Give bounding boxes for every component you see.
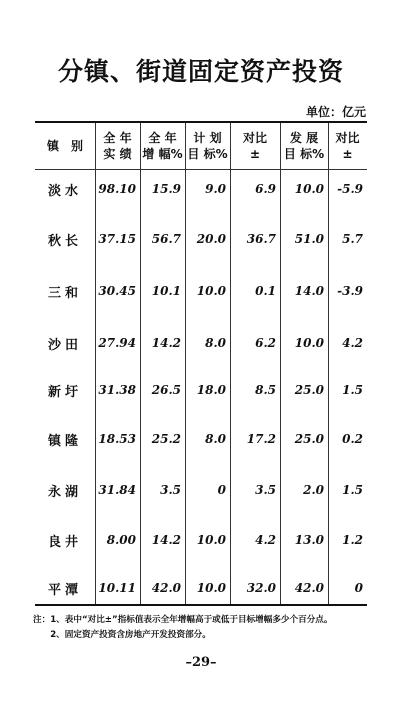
table-cell: 14.2 xyxy=(151,533,181,547)
column-header-line1: 全 年 xyxy=(148,131,177,145)
column-header xyxy=(185,123,230,169)
column-header-line2: ± xyxy=(249,147,261,161)
table-cell: 0.1 xyxy=(255,284,276,298)
column-header xyxy=(328,123,367,169)
table-cell: 4.2 xyxy=(342,336,363,350)
table-cell: 25.2 xyxy=(151,432,181,446)
investment-table xyxy=(35,121,367,606)
unit-label: 单位：亿元 xyxy=(305,105,366,119)
column-header xyxy=(140,123,185,169)
table-cell: 9.0 xyxy=(205,182,226,196)
column-header-line1: 对比 xyxy=(242,131,267,145)
table-cell: 31.84 xyxy=(98,483,136,497)
table-cell: 10.0 xyxy=(196,581,226,595)
column-header-line2: 目 标% xyxy=(283,147,325,161)
column-header-line2: ± xyxy=(342,147,353,161)
town-name: 三和 xyxy=(47,285,82,301)
column-header xyxy=(230,123,280,169)
page-number: –29– xyxy=(185,655,217,670)
column-header-line2: 增 幅% xyxy=(142,147,183,161)
table-cell: 3.5 xyxy=(160,483,181,497)
table-cell: 31.38 xyxy=(98,383,136,397)
table-cell: 98.10 xyxy=(98,182,136,196)
column-header-line2: 目 标% xyxy=(187,147,228,161)
table-cell: 42.0 xyxy=(294,581,324,595)
footnotes xyxy=(33,613,393,643)
table-cell: 14.2 xyxy=(151,336,181,350)
table-cell: 14.0 xyxy=(294,284,324,298)
table-cell: 37.15 xyxy=(98,232,136,246)
table-cell: 3.5 xyxy=(255,483,276,497)
town-name: 沙田 xyxy=(47,337,82,353)
table-cell: 17.2 xyxy=(246,432,276,446)
table-cell: 4.2 xyxy=(255,533,276,547)
town-name: 平潭 xyxy=(47,582,82,598)
column-header-line1: 计 划 xyxy=(193,131,222,145)
header-divider xyxy=(35,169,367,170)
page-title: 分镇、街道固定资产投资 xyxy=(57,57,344,86)
table-cell: 51.0 xyxy=(294,232,324,246)
column-header-line1: 全 年 xyxy=(103,131,132,145)
table-cell: 26.5 xyxy=(151,383,181,397)
table-cell: 10.1 xyxy=(151,284,181,298)
table-cell: 13.0 xyxy=(294,533,324,547)
town-name: 新圩 xyxy=(47,384,82,400)
column-header xyxy=(280,123,328,169)
table-cell: -3.9 xyxy=(337,284,363,298)
column-header-line1: 镇 别 xyxy=(46,139,83,153)
column-header-line2: 实 绩 xyxy=(103,147,132,161)
table-cell: 15.9 xyxy=(151,182,181,196)
column-header xyxy=(95,123,140,169)
town-name: 良井 xyxy=(47,534,82,550)
table-cell: 18.53 xyxy=(98,432,136,446)
table-cell: 10.0 xyxy=(294,182,324,196)
table-cell: 0 xyxy=(354,581,363,595)
table-cell: 1.2 xyxy=(342,533,363,547)
table-cell: 6.9 xyxy=(255,182,276,196)
table-cell: 30.45 xyxy=(98,284,136,298)
column-header-line1: 发 展 xyxy=(289,131,319,145)
table-cell: 25.0 xyxy=(294,432,324,446)
table-cell: 8.0 xyxy=(205,432,226,446)
table-cell: 10.0 xyxy=(294,336,324,350)
table-cell: 10.0 xyxy=(196,533,226,547)
table-cell: 42.0 xyxy=(151,581,181,595)
table-cell: 10.11 xyxy=(98,581,136,595)
town-name: 秋长 xyxy=(47,233,82,249)
column-header xyxy=(35,123,95,169)
table-cell: 20.0 xyxy=(196,232,226,246)
table-cell: 8.0 xyxy=(205,336,226,350)
table-cell: 18.0 xyxy=(196,383,226,397)
table-cell: 0.2 xyxy=(342,432,363,446)
table-cell: 8.5 xyxy=(255,383,276,397)
table-cell: 10.0 xyxy=(196,284,226,298)
table-cell: 1.5 xyxy=(342,383,363,397)
table-cell: 6.2 xyxy=(255,336,276,350)
table-cell: 32.0 xyxy=(246,581,276,595)
table-cell: 8.00 xyxy=(106,533,136,547)
town-name: 永湖 xyxy=(47,484,82,500)
table-cell: 1.5 xyxy=(342,483,363,497)
table-cell: 56.7 xyxy=(151,232,181,246)
town-name: 镇隆 xyxy=(47,433,82,449)
footnote-1: 注：1、表中“对比±”指标值表示全年增幅高于或低于目标增幅多少个百分点。 xyxy=(33,615,333,625)
town-name: 淡水 xyxy=(47,183,82,199)
table-cell: 0 xyxy=(217,483,226,497)
column-header-line1: 对比 xyxy=(335,131,360,145)
footnote-2: 2、固定资产投资含房地产开发投资部分。 xyxy=(33,630,211,640)
table-cell: -5.9 xyxy=(337,182,363,196)
table-cell: 27.94 xyxy=(98,336,136,350)
table-cell: 2.0 xyxy=(303,483,324,497)
table-cell: 25.0 xyxy=(294,383,324,397)
table-cell: 5.7 xyxy=(342,232,363,246)
table-cell: 36.7 xyxy=(246,232,276,246)
